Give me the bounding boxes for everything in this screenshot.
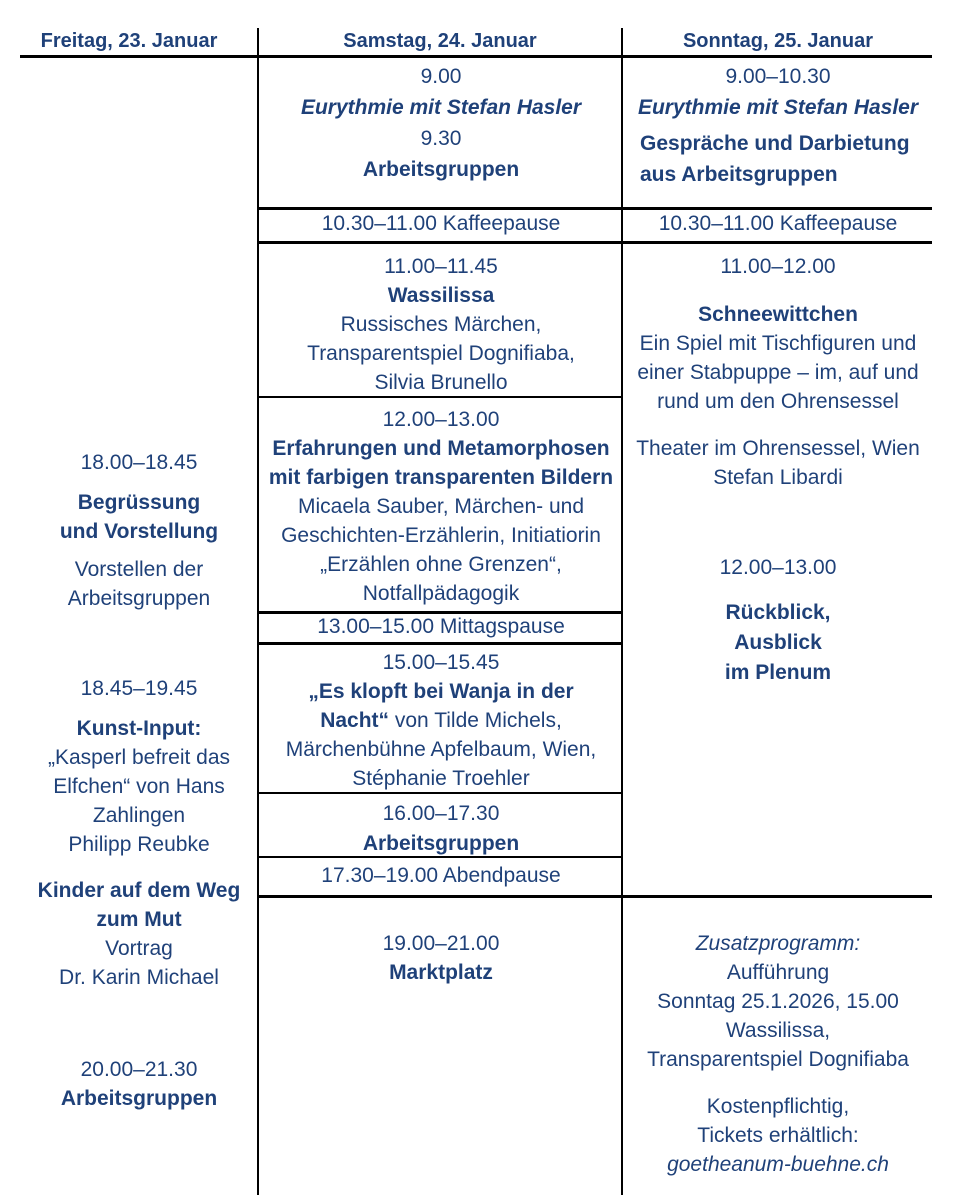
event-detail: Theater im Ohrensessel, Wien [636,437,920,460]
event-title: Marktplatz [389,961,493,984]
event-title: Begrüssung [77,491,201,514]
event-detail: „Erzählen ohne Grenzen“, [320,553,562,576]
saturday-coffee-break-cell [260,207,622,241]
event-detail: Elfchen“ von Hans [53,775,225,798]
saturday-lunch-break-cell [260,611,622,642]
event-time: 12.00–13.00 [719,556,837,579]
event-time: 9.00 [420,65,462,88]
event-time: 11.00–11.45 [384,255,498,278]
break-label: 10.30–11.00 Kaffeepause [321,212,561,235]
event-title: Eurythmie mit Stefan Hasler [300,96,582,119]
event-detail: einer Stabpuppe – im, auf und [637,361,919,384]
break-label: 17.30–19.00 Abendpause [321,864,561,887]
event-title: im Plenum [724,661,832,684]
event-detail: Russisches Märchen, [340,313,542,336]
row-border-coffee-bottom [258,241,932,244]
event-label: Zusatzprogramm: [695,932,861,955]
header-underline [20,55,932,58]
event-time: 18.45–19.45 [80,677,198,700]
event-title: Erfahrungen und Metamorphosen [272,437,610,460]
saturday-erfahrungen-cell [260,405,622,608]
event-time: 9.00–10.30 [725,65,831,88]
event-subtitle: zum Mut [96,908,182,931]
event-time: 15.00–15.45 [382,651,500,674]
sunday-schneewittchen-cell [620,252,936,688]
event-title: mit farbigen transparenten Bildern [268,466,614,489]
event-detail: Stefan Libardi [713,466,843,489]
event-detail: Notfallpädagogik [362,582,520,605]
event-detail: Ein Spiel mit Tischfiguren und [639,332,917,355]
break-label: 13.00–15.00 Mittagspause [317,615,565,638]
event-time: 19.00–21.00 [382,932,500,955]
saturday-morning-cell [260,61,622,185]
event-subtitle: Kinder auf dem Weg [37,879,241,902]
event-title: „Es klopft bei Wanja in der [308,680,574,703]
column-header-saturday: Samstag, 24. Januar [343,30,537,52]
event-title: Schneewittchen [698,303,858,326]
event-time: 20.00–21.30 [80,1058,198,1081]
event-title: Eurythmie mit Stefan Hasler [637,96,919,119]
event-detail: Micaela Sauber, Märchen- und [298,495,584,518]
event-title-regular-part: von Tilde Michels, [389,709,562,732]
saturday-wanja-cell [260,648,622,793]
saturday-wassilissa-cell [260,252,622,397]
saturday-workshops-cell [260,799,622,859]
event-time: 18.00–18.45 [80,451,198,474]
event-title: Arbeitsgruppen [362,158,520,181]
event-detail: Aufführung [726,961,830,984]
event-detail: Zahlingen [92,804,186,827]
event-title: Kunst-Input: [76,717,202,740]
event-detail: „Kasperl befreit das [47,746,231,769]
column-header-friday: Freitag, 23. Januar [40,30,218,52]
event-title: Gespräche und Darbietung [640,132,910,155]
event-detail: Märchenbühne Apfelbaum, Wien, [285,738,597,761]
saturday-marktplatz-cell [260,929,622,987]
event-detail: Vortrag [105,937,173,960]
event-detail: Sonntag 25.1.2026, 15.00 [657,990,899,1013]
event-note: Tickets erhältlich: [697,1124,859,1147]
friday-evening-cell [20,448,258,613]
event-title: und Vorstellung [59,520,219,543]
event-detail: Vorstellen der [74,558,204,581]
event-detail: Wassilissa, [725,1019,831,1042]
event-title: Arbeitsgruppen [60,1087,218,1110]
event-detail: Dr. Karin Michael [59,966,219,989]
event-time: 9.30 [420,127,462,150]
event-note: Kostenpflichtig, [706,1095,850,1118]
event-title-bold-part: Nacht“ [320,709,390,732]
row-border-lunch-bottom [258,642,623,645]
event-detail: rund um den Ohrensessel [657,390,899,413]
friday-workshops-cell [20,1055,258,1113]
saturday-evening-break-cell [260,857,622,895]
friday-kunst-input-cell [20,674,258,992]
column-header-sunday: Sonntag, 25. Januar [682,30,874,52]
event-detail: Transparentspiel Dognifiaba [647,1048,909,1071]
event-time: 16.00–17.30 [382,802,500,825]
row-border-evening-bottom [258,895,932,898]
event-time: 11.00–12.00 [720,255,836,278]
event-detail: Geschichten-Erzählerin, Initiatiorin [281,524,601,547]
event-title: aus Arbeitsgruppen [640,163,838,186]
event-title: Rückblick, [725,601,831,624]
event-detail: Philipp Reubke [68,833,210,856]
sunday-zusatzprogramm-cell [620,929,936,1179]
event-title: Wassilissa [387,284,495,307]
event-title [260,706,622,735]
event-title: Ausblick [734,631,822,654]
break-label: 10.30–11.00 Kaffeepause [658,212,898,235]
event-detail: Arbeitsgruppen [67,587,211,610]
event-detail: Silvia Brunello [374,371,508,394]
sunday-morning-cell [620,61,936,190]
event-detail: Stéphanie Troehler [352,767,530,790]
sunday-coffee-break-cell [620,207,936,241]
event-title: Arbeitsgruppen [362,832,520,855]
event-detail: Transparentspiel Dognifiaba, [307,342,575,365]
website-text: goetheanum-buehne.ch [667,1153,889,1176]
event-time: 12.00–13.00 [382,408,500,431]
